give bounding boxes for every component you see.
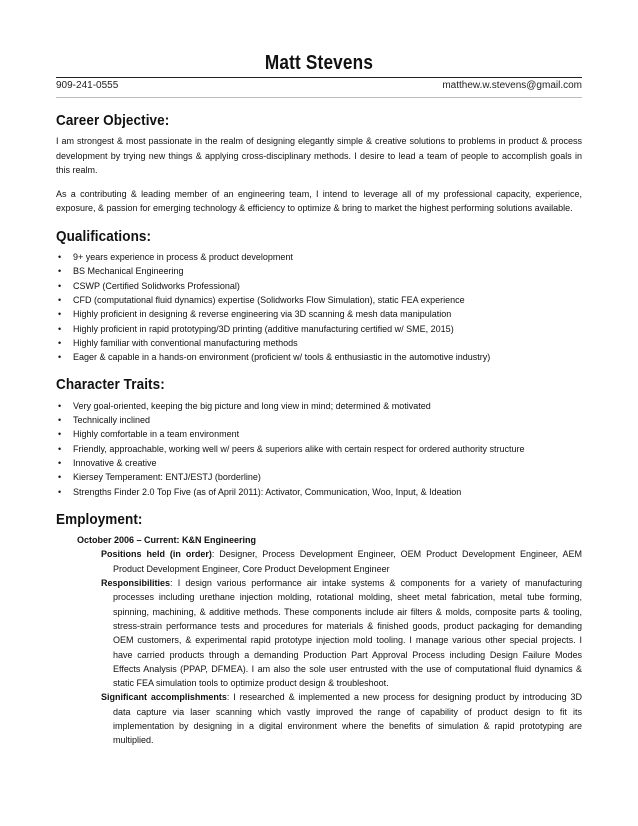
- resume-body: [56, 114, 582, 762]
- list-item: • Very goal-oriented, keeping the big picture and long view in mind; determined & motivated: [56, 399, 582, 413]
- employment-heading: Employment:: [56, 510, 143, 528]
- positions-label: Positions held (in order): [101, 549, 212, 560]
- accomplishments-text: : I researched & implemented a new process for designing product by introducing 3D data capture via laser scanning which vastly improved the range of capability of product design to fit its implementation by designing in a digital environment where the benefits of simulation & rapid prototyping are multiplied.: [113, 692, 582, 746]
- list-item: • Technically inclined: [56, 413, 582, 427]
- character-traits-section: [56, 378, 582, 498]
- accomplishments-label: Significant accomplishments: [101, 692, 227, 703]
- accomplishments: [89, 690, 582, 747]
- job-header: October 2006 – Current: K&N Engineering: [77, 535, 257, 546]
- objective-paragraph-1: I am strongest & most passionate in the realm of designing elegantly simple & creative solutions to problems in product & process development by trying new things & applying cross-disciplinary methods. I desire to lead a team of people to accomplish goals in this realm.: [56, 136, 582, 175]
- header-rule: [56, 77, 582, 78]
- list-item: • BS Mechanical Engineering: [56, 264, 582, 278]
- responsibilities-label: Responsibilities: [101, 578, 171, 589]
- phone-number: 909-241-0555: [56, 80, 119, 91]
- employment-section: [56, 510, 582, 748]
- qualifications-heading: Qualifications:: [56, 227, 152, 245]
- list-item: • Highly familiar with conventional manufacturing methods: [56, 336, 582, 350]
- list-item: • Strengths Finder 2.0 Top Five (as of April 2011): Activator, Communication, Woo, Input, & Ideation: [56, 485, 582, 499]
- career-objective-heading: Career Objective:: [56, 112, 170, 129]
- list-item: • Highly comfortable in a team environment: [56, 427, 582, 441]
- character-traits-list: [56, 399, 582, 499]
- list-item: • Innovative & creative: [56, 456, 582, 470]
- qualifications-section: [56, 227, 582, 365]
- qualifications-list: [56, 250, 582, 364]
- email-address: matthew.w.stevens@gmail.com: [442, 80, 582, 91]
- positions-held: [89, 547, 582, 576]
- list-item: • CSWP (Certified Solidworks Professional): [56, 279, 582, 293]
- responsibilities: [89, 576, 582, 690]
- contact-line: [56, 80, 582, 91]
- list-item: • Friendly, approachable, working well w/ peers & superiors alike with certain respect for ordered authority structure: [56, 442, 582, 456]
- list-item: • Highly proficient in designing & reverse engineering via 3D scanning & mesh data manipulation: [56, 307, 582, 321]
- contact-rule: [56, 97, 582, 98]
- list-item: • Kiersey Temperament: ENTJ/ESTJ (borderline): [56, 470, 582, 484]
- objective-paragraph-2: As a contributing & leading member of an engineering team, I intend to leverage all of my professional capacity, experience, exposure, & passion for emerging technology & efficiency to optimize & bring to market the highest performing solutions available.: [56, 189, 582, 214]
- character-traits-heading: Character Traits:: [56, 376, 165, 394]
- list-item: • Eager & capable in a hands-on environment (proficient w/ tools & enthusiastic in the automotive industry): [56, 350, 582, 364]
- career-objective-section: [56, 114, 582, 216]
- list-item: • Highly proficient in rapid prototyping/3D printing (additive manufacturing certified w/ SME, 2015): [56, 322, 582, 336]
- list-item: • CFD (computational fluid dynamics) expertise (Solidworks Flow Simulation), static FEA experience: [56, 293, 582, 307]
- responsibilities-text: : I design various performance air intake systems & components for a variety of manufacturing processes including urethane injection molding, rotational molding, sheet metal fabrication, metal tube forming, spinning, machining, & additive methods. These components include air filters & molds, composite parts & tooling, stress-strain performance tests and procedures for materials & finished goods, product packaging for demanding OEM customers, & experimental rapid prototype injection mold tooling. I manage various other special projects. I have carried products through a demanding Production Part Approval Process including Design Failure Modes Effects Analysis (PPAP, DFMEA). I am also the sole user entrusted with the use of computational fluid dynamics & static FEA simulation tools to optimize product design & troubleshoot.: [113, 578, 582, 689]
- job-entry: [56, 533, 582, 747]
- list-item: • 9+ years experience in process & product development: [56, 250, 582, 264]
- candidate-name: Matt Stevens: [264, 52, 374, 74]
- positions-text: : Designer, Process Development Engineer, OEM Product Development Engineer, AEM Product Development Engineer, Core Product Development Engineer: [113, 549, 582, 574]
